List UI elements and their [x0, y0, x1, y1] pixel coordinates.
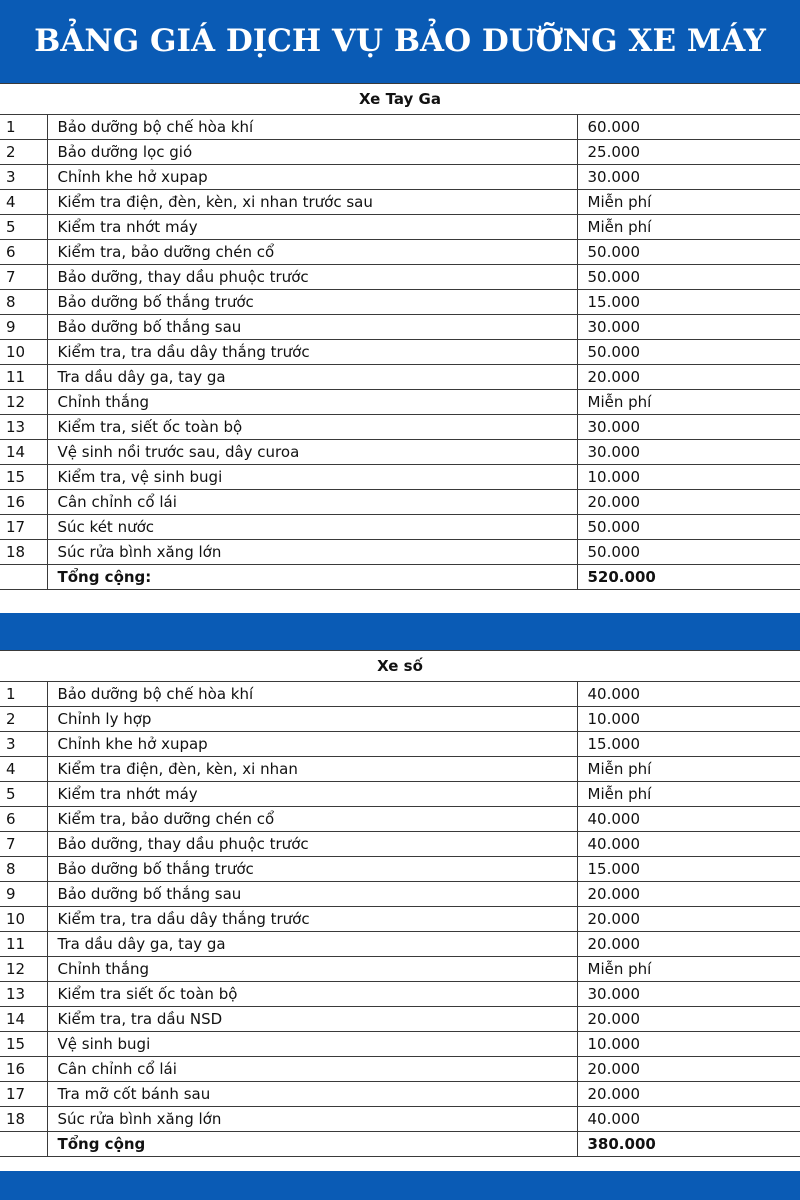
row-number: 10: [0, 907, 47, 932]
service-name: Kiểm tra nhớt máy: [47, 782, 577, 807]
service-name: Kiểm tra, tra dầu dây thắng trước: [47, 340, 577, 365]
service-name: Vệ sinh nồi trước sau, dây curoa: [47, 440, 577, 465]
row-number: 11: [0, 932, 47, 957]
table-row: [0, 215, 800, 240]
total-row: [0, 565, 800, 590]
table-row: [0, 807, 800, 832]
service-name: Chỉnh thắng: [47, 390, 577, 415]
service-price: 15.000: [577, 857, 800, 882]
table-row: [0, 1107, 800, 1132]
service-name: Kiểm tra, bảo dưỡng chén cổ: [47, 240, 577, 265]
service-price: 30.000: [577, 415, 800, 440]
table-row: [0, 707, 800, 732]
table-row: [0, 1032, 800, 1057]
row-number: 2: [0, 707, 47, 732]
table-row: [0, 515, 800, 540]
row-number: 4: [0, 190, 47, 215]
service-price: Miễn phí: [577, 215, 800, 240]
row-number: 5: [0, 215, 47, 240]
table-row: [0, 190, 800, 215]
service-name: Bảo dưỡng bố thắng trước: [47, 857, 577, 882]
row-number: 17: [0, 1082, 47, 1107]
page-title: BẢNG GIÁ DỊCH VỤ BẢO DƯỠNG XE MÁY: [0, 0, 800, 83]
row-number-empty: [0, 565, 47, 590]
row-number: 11: [0, 365, 47, 390]
service-name: Bảo dưỡng bố thắng sau: [47, 315, 577, 340]
row-number: 10: [0, 340, 47, 365]
service-name: Cân chỉnh cổ lái: [47, 490, 577, 515]
table-row: [0, 315, 800, 340]
table-row: [0, 782, 800, 807]
row-number: 16: [0, 1057, 47, 1082]
service-price: Miễn phí: [577, 190, 800, 215]
service-price: 15.000: [577, 290, 800, 315]
service-name: Bảo dưỡng bộ chế hòa khí: [47, 682, 577, 707]
table-row: [0, 165, 800, 190]
service-price: Miễn phí: [577, 390, 800, 415]
service-price: 60.000: [577, 115, 800, 140]
service-price: 40.000: [577, 807, 800, 832]
service-price: 20.000: [577, 932, 800, 957]
row-number: 15: [0, 1032, 47, 1057]
service-price: 20.000: [577, 1057, 800, 1082]
table-row: [0, 140, 800, 165]
service-price: 30.000: [577, 982, 800, 1007]
service-name: Chỉnh khe hở xupap: [47, 165, 577, 190]
service-name: Bảo dưỡng lọc gió: [47, 140, 577, 165]
row-number: 1: [0, 115, 47, 140]
row-number: 3: [0, 732, 47, 757]
service-price: 20.000: [577, 1082, 800, 1107]
service-name: Tra dầu dây ga, tay ga: [47, 365, 577, 390]
service-price: 50.000: [577, 265, 800, 290]
service-name: Bảo dưỡng bố thắng trước: [47, 290, 577, 315]
service-name: Kiểm tra, tra dầu dây thắng trước: [47, 907, 577, 932]
section-divider: [0, 613, 800, 650]
price-table: [0, 115, 800, 590]
row-number: 9: [0, 315, 47, 340]
table-row: [0, 757, 800, 782]
total-row: [0, 1132, 800, 1157]
service-name: Cân chỉnh cổ lái: [47, 1057, 577, 1082]
table-row: [0, 490, 800, 515]
service-price: Miễn phí: [577, 757, 800, 782]
table-body: [0, 115, 800, 590]
service-name: Chỉnh thắng: [47, 957, 577, 982]
table-row: [0, 1057, 800, 1082]
service-price: 20.000: [577, 490, 800, 515]
table-row: [0, 465, 800, 490]
service-name: Súc rửa bình xăng lớn: [47, 540, 577, 565]
service-name: Bảo dưỡng bố thắng sau: [47, 882, 577, 907]
service-name: Súc két nước: [47, 515, 577, 540]
service-price: 30.000: [577, 315, 800, 340]
row-number: 14: [0, 440, 47, 465]
table-row: [0, 115, 800, 140]
table-row: [0, 390, 800, 415]
service-price: 10.000: [577, 1032, 800, 1057]
row-number: 4: [0, 757, 47, 782]
table-row: [0, 415, 800, 440]
service-price: 10.000: [577, 465, 800, 490]
row-number: 2: [0, 140, 47, 165]
service-price: 50.000: [577, 540, 800, 565]
service-name: Chỉnh ly hợp: [47, 707, 577, 732]
row-number: 7: [0, 832, 47, 857]
row-number: 9: [0, 882, 47, 907]
table-row: [0, 982, 800, 1007]
service-price: 50.000: [577, 340, 800, 365]
row-number: 16: [0, 490, 47, 515]
row-number: 12: [0, 957, 47, 982]
row-number: 18: [0, 1107, 47, 1132]
table-row: [0, 732, 800, 757]
table-row: [0, 365, 800, 390]
table-row: [0, 1082, 800, 1107]
row-number: 1: [0, 682, 47, 707]
total-value: 520.000: [577, 565, 800, 590]
service-price: 30.000: [577, 165, 800, 190]
table-row: [0, 682, 800, 707]
service-name: Vệ sinh bugi: [47, 1032, 577, 1057]
row-number: 14: [0, 1007, 47, 1032]
row-number: 3: [0, 165, 47, 190]
service-name: Bảo dưỡng, thay dầu phuộc trước: [47, 832, 577, 857]
service-name: Kiểm tra, siết ốc toàn bộ: [47, 415, 577, 440]
service-name: Chỉnh khe hở xupap: [47, 732, 577, 757]
service-name: Kiểm tra điện, đèn, kèn, xi nhan: [47, 757, 577, 782]
table-row: [0, 907, 800, 932]
table-row: [0, 857, 800, 882]
service-price: Miễn phí: [577, 782, 800, 807]
section-manual-bike: [0, 650, 800, 1171]
service-name: Kiểm tra, bảo dưỡng chén cổ: [47, 807, 577, 832]
table-row: [0, 240, 800, 265]
row-number: 15: [0, 465, 47, 490]
row-number: 13: [0, 982, 47, 1007]
service-price: 40.000: [577, 682, 800, 707]
row-number: 5: [0, 782, 47, 807]
row-number: 6: [0, 807, 47, 832]
service-price: 20.000: [577, 907, 800, 932]
total-value: 380.000: [577, 1132, 800, 1157]
service-price: 30.000: [577, 440, 800, 465]
total-label: Tổng cộng: [47, 1132, 577, 1157]
table-row: [0, 1007, 800, 1032]
service-price: 20.000: [577, 1007, 800, 1032]
service-price: 50.000: [577, 515, 800, 540]
table-row: [0, 832, 800, 857]
service-price: 20.000: [577, 365, 800, 390]
row-number-empty: [0, 1132, 47, 1157]
table-row: [0, 957, 800, 982]
service-price: 20.000: [577, 882, 800, 907]
section-caption: Xe số: [0, 650, 800, 682]
row-number: 17: [0, 515, 47, 540]
price-table: [0, 682, 800, 1157]
row-number: 8: [0, 290, 47, 315]
service-name: Kiểm tra nhớt máy: [47, 215, 577, 240]
service-name: Kiểm tra điện, đèn, kèn, xi nhan trước sau: [47, 190, 577, 215]
row-number: 7: [0, 265, 47, 290]
service-name: Tra dầu dây ga, tay ga: [47, 932, 577, 957]
service-price: 15.000: [577, 732, 800, 757]
service-name: Kiểm tra, tra dầu NSD: [47, 1007, 577, 1032]
service-price: 40.000: [577, 832, 800, 857]
service-price: 40.000: [577, 1107, 800, 1132]
service-name: Tra mỡ cốt bánh sau: [47, 1082, 577, 1107]
service-price: 25.000: [577, 140, 800, 165]
service-price: Miễn phí: [577, 957, 800, 982]
service-price: 10.000: [577, 707, 800, 732]
table-row: [0, 932, 800, 957]
service-price: 50.000: [577, 240, 800, 265]
row-number: 12: [0, 390, 47, 415]
table-row: [0, 540, 800, 565]
service-name: Kiểm tra siết ốc toàn bộ: [47, 982, 577, 1007]
section-caption: Xe Tay Ga: [0, 83, 800, 115]
total-label: Tổng cộng:: [47, 565, 577, 590]
section-scooter: [0, 83, 800, 613]
table-row: [0, 340, 800, 365]
row-number: 18: [0, 540, 47, 565]
table-row: [0, 290, 800, 315]
row-number: 8: [0, 857, 47, 882]
row-number: 13: [0, 415, 47, 440]
service-name: Bảo dưỡng, thay dầu phuộc trước: [47, 265, 577, 290]
service-name: Kiểm tra, vệ sinh bugi: [47, 465, 577, 490]
service-name: Súc rửa bình xăng lớn: [47, 1107, 577, 1132]
service-name: Bảo dưỡng bộ chế hòa khí: [47, 115, 577, 140]
table-row: [0, 265, 800, 290]
table-row: [0, 440, 800, 465]
table-row: [0, 882, 800, 907]
row-number: 6: [0, 240, 47, 265]
table-body: [0, 682, 800, 1157]
